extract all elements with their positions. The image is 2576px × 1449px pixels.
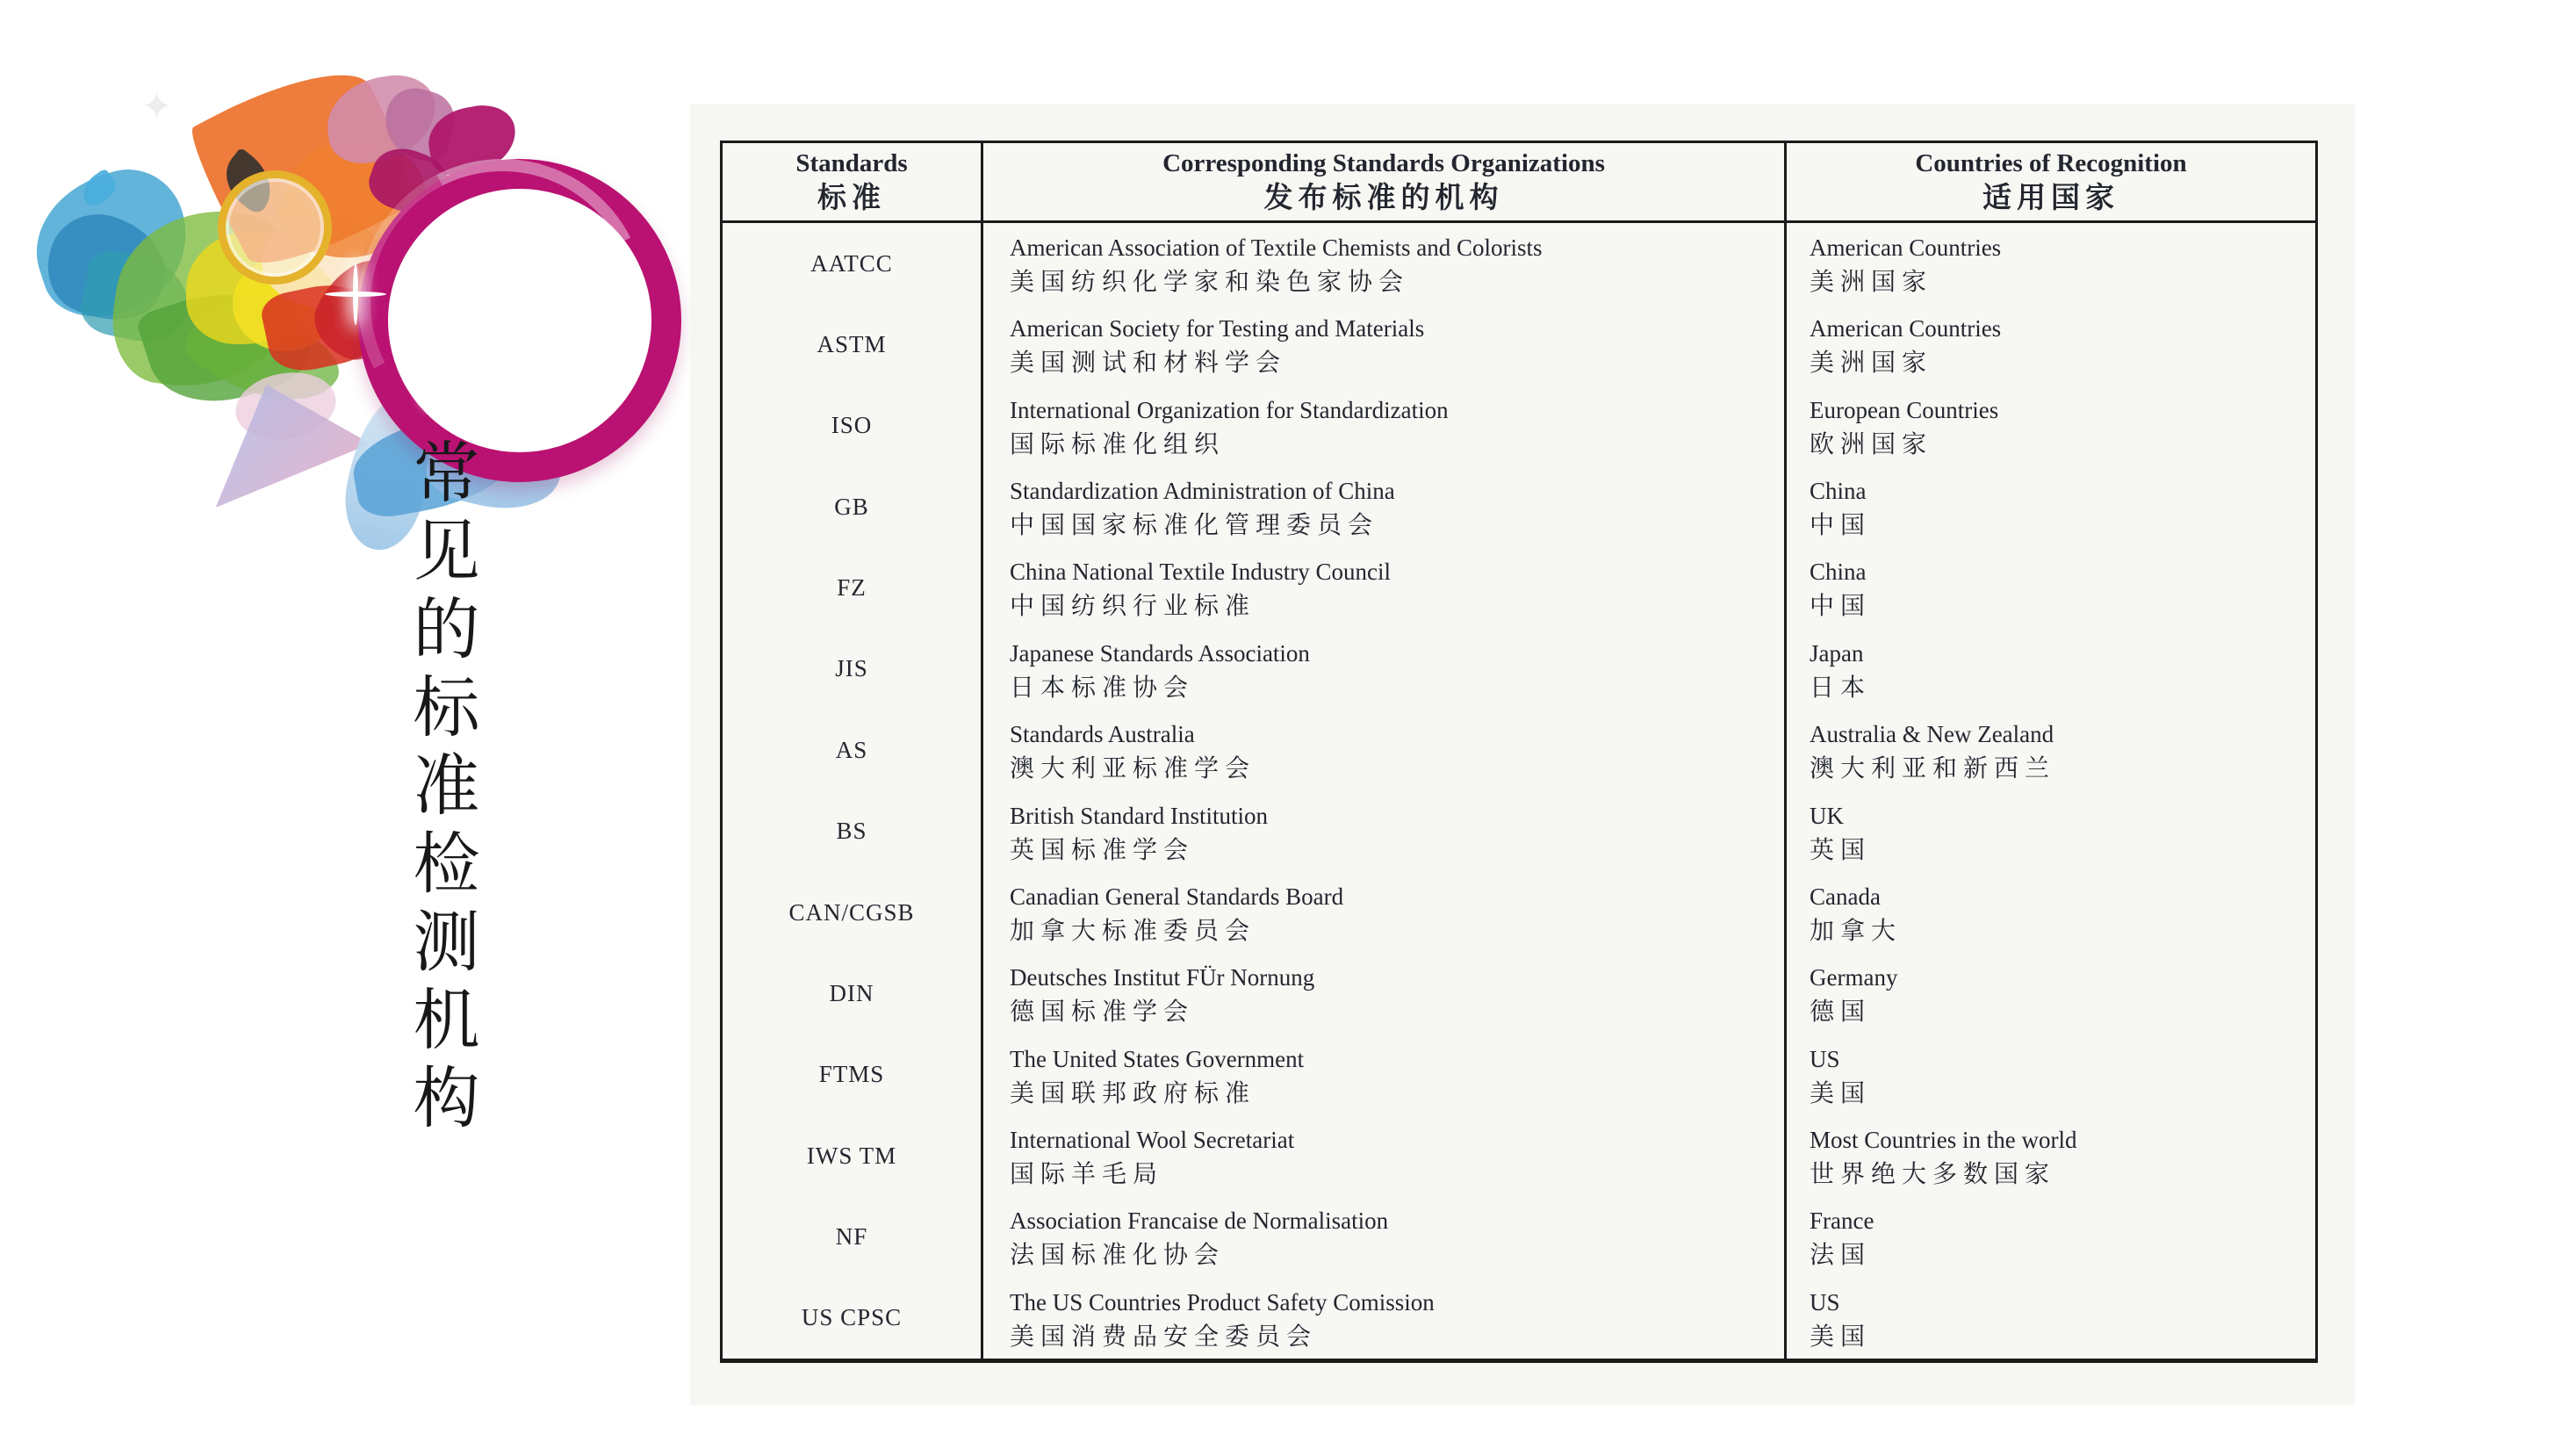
organization-cell <box>983 791 1787 872</box>
country-zh: 中国 <box>1810 593 1872 621</box>
standard-code-cell <box>723 629 983 710</box>
standard-code-cell <box>723 223 983 304</box>
organization-zh: 中国纺织行业标准 <box>1010 593 1256 621</box>
table-row <box>723 547 2315 628</box>
country-zh: 澳大利亚和新西兰 <box>1810 755 2056 783</box>
country-cell <box>1787 629 2315 710</box>
standard-code: AATCC <box>810 249 893 277</box>
country-en: UK <box>1810 802 1844 829</box>
organization-en: International Wool Secretariat <box>1010 1126 1295 1153</box>
standards-table <box>720 141 2318 1363</box>
header-organizations <box>983 143 1787 220</box>
standard-code-cell <box>723 386 983 466</box>
standard-code-cell <box>723 1115 983 1196</box>
header-standards-en: Standards <box>795 149 908 177</box>
table-row <box>723 791 2315 872</box>
organization-en: The US Countries Product Safety Comission <box>1010 1288 1435 1316</box>
organization-zh: 日本标准协会 <box>1010 674 1195 702</box>
standard-code: CAN/CGSB <box>788 898 915 926</box>
standard-code: AS <box>835 736 868 763</box>
table-row <box>723 304 2315 385</box>
country-zh: 美洲国家 <box>1810 350 1933 378</box>
country-en: China <box>1810 478 1867 505</box>
country-zh: 美洲国家 <box>1810 269 1933 296</box>
country-en: American Countries <box>1810 234 2002 261</box>
organization-en: Association Francaise de Normalisation <box>1010 1208 1389 1235</box>
table-row <box>723 953 2315 1034</box>
organization-cell <box>983 1196 1787 1277</box>
standard-code: GB <box>834 493 869 520</box>
organization-en: International Organization for Standardization <box>1010 396 1449 423</box>
standard-code-cell <box>723 872 983 953</box>
organization-zh: 法国标准化协会 <box>1010 1242 1226 1270</box>
country-cell <box>1787 547 2315 628</box>
organization-cell <box>983 547 1787 628</box>
standard-code: DIN <box>829 979 874 1006</box>
country-zh: 日本 <box>1810 674 1872 702</box>
standard-code-cell <box>723 1278 983 1359</box>
organization-cell <box>983 1115 1787 1196</box>
country-zh: 加拿大 <box>1810 917 1903 945</box>
organization-cell <box>983 466 1787 547</box>
country-cell <box>1787 466 2315 547</box>
country-zh: 美国 <box>1810 1323 1872 1351</box>
organization-zh: 德国标准学会 <box>1010 998 1195 1027</box>
organization-en: Deutsches Institut FÜr Nornung <box>1010 964 1315 991</box>
organization-zh: 国际羊毛局 <box>1010 1160 1164 1188</box>
standard-code: FZ <box>837 574 867 602</box>
standard-code-cell <box>723 1196 983 1277</box>
organization-cell <box>983 386 1787 466</box>
country-zh: 德国 <box>1810 998 1872 1027</box>
gold-ring-icon <box>218 170 332 285</box>
organization-zh: 加拿大标准委员会 <box>1010 917 1256 945</box>
country-en: Germany <box>1810 964 1898 991</box>
country-cell <box>1787 953 2315 1034</box>
organization-cell <box>983 872 1787 953</box>
table-row <box>723 1034 2315 1115</box>
country-cell <box>1787 1115 2315 1196</box>
organization-en: British Standard Institution <box>1010 802 1268 829</box>
header-countries-en: Countries of Recognition <box>1915 149 2187 177</box>
standard-code-cell <box>723 710 983 790</box>
organization-zh: 国际标准化组织 <box>1010 430 1226 458</box>
country-en: China <box>1810 559 1867 586</box>
country-zh: 中国 <box>1810 512 1872 540</box>
organization-en: American Association of Textile Chemists and Colorists <box>1010 234 1543 261</box>
standard-code: ASTM <box>817 331 887 358</box>
country-en: Japan <box>1810 639 1864 667</box>
slide-vertical-title: 常见的标准检测机构 <box>403 437 477 1141</box>
table-row <box>723 629 2315 710</box>
organization-cell <box>983 223 1787 304</box>
organization-cell <box>983 953 1787 1034</box>
country-zh: 法国 <box>1810 1242 1872 1270</box>
country-en: American Countries <box>1810 315 2002 342</box>
white-dot <box>420 378 451 409</box>
country-en: US <box>1810 1045 1840 1072</box>
organization-en: Japanese Standards Association <box>1010 639 1310 667</box>
organization-cell <box>983 629 1787 710</box>
country-cell <box>1787 1196 2315 1277</box>
header-organizations-en: Corresponding Standards Organizations <box>1162 149 1605 177</box>
table-row <box>723 466 2315 547</box>
table-header-row <box>723 143 2315 223</box>
faint-star-icon: ✦ <box>140 85 173 128</box>
country-cell <box>1787 304 2315 385</box>
organization-en: American Society for Testing and Materials <box>1010 315 1425 342</box>
country-zh: 英国 <box>1810 836 1872 864</box>
table-row <box>723 1196 2315 1277</box>
country-en: France <box>1810 1208 1874 1235</box>
country-cell <box>1787 223 2315 304</box>
organization-cell <box>983 1034 1787 1115</box>
organization-en: The United States Government <box>1010 1045 1305 1072</box>
country-en: European Countries <box>1810 396 1999 423</box>
standard-code: FTMS <box>818 1061 885 1088</box>
country-cell <box>1787 872 2315 953</box>
header-countries <box>1787 143 2315 220</box>
country-cell <box>1787 791 2315 872</box>
country-zh: 世界绝大多数国家 <box>1810 1160 2056 1188</box>
sparkle-icon <box>325 292 386 297</box>
header-standards <box>723 143 983 220</box>
header-organizations-zh: 发布标准的机构 <box>1263 183 1504 214</box>
country-cell <box>1787 386 2315 466</box>
organization-zh: 美国消费品安全委员会 <box>1010 1323 1318 1351</box>
organization-cell <box>983 304 1787 385</box>
standard-code-cell <box>723 791 983 872</box>
organization-zh: 澳大利亚标准学会 <box>1010 755 1256 783</box>
standard-code-cell <box>723 466 983 547</box>
organization-zh: 美国测试和材料学会 <box>1010 350 1287 378</box>
country-en: Australia & New Zealand <box>1810 721 2054 748</box>
country-en: Most Countries in the world <box>1810 1126 2077 1153</box>
table-row <box>723 710 2315 790</box>
header-standards-zh: 标准 <box>817 183 886 214</box>
organization-en: China National Textile Industry Council <box>1010 559 1392 586</box>
standard-code-cell <box>723 304 983 385</box>
standard-code: NF <box>835 1222 868 1250</box>
standard-code: US CPSC <box>801 1304 903 1331</box>
standard-code: BS <box>836 818 867 845</box>
table-row <box>723 223 2315 304</box>
header-countries-zh: 适用国家 <box>1982 183 2119 214</box>
organization-zh: 美国纺织化学家和染色家协会 <box>1010 269 1410 296</box>
table-row <box>723 872 2315 953</box>
standard-code-cell <box>723 1034 983 1115</box>
country-en: US <box>1810 1288 1840 1316</box>
organization-zh: 中国国家标准化管理委员会 <box>1010 512 1379 540</box>
standard-code: JIS <box>835 655 868 682</box>
standard-code-cell <box>723 953 983 1034</box>
country-zh: 美国 <box>1810 1079 1872 1107</box>
organization-en: Standardization Administration of China <box>1010 478 1395 505</box>
organization-en: Standards Australia <box>1010 721 1195 748</box>
country-cell <box>1787 1034 2315 1115</box>
table-body <box>723 223 2315 1359</box>
table-row <box>723 386 2315 466</box>
organization-en: Canadian General Standards Board <box>1010 883 1344 910</box>
table-row <box>723 1115 2315 1196</box>
organization-cell <box>983 1278 1787 1359</box>
organization-cell <box>983 710 1787 790</box>
country-zh: 欧洲国家 <box>1810 430 1933 458</box>
standard-code-cell <box>723 547 983 628</box>
country-en: Canada <box>1810 883 1881 910</box>
standard-code: ISO <box>831 412 873 439</box>
country-cell <box>1787 710 2315 790</box>
table-row <box>723 1278 2315 1359</box>
country-cell <box>1787 1278 2315 1359</box>
organization-zh: 美国联邦政府标准 <box>1010 1079 1256 1107</box>
standard-code: IWS TM <box>806 1142 897 1169</box>
organization-zh: 英国标准学会 <box>1010 836 1195 864</box>
